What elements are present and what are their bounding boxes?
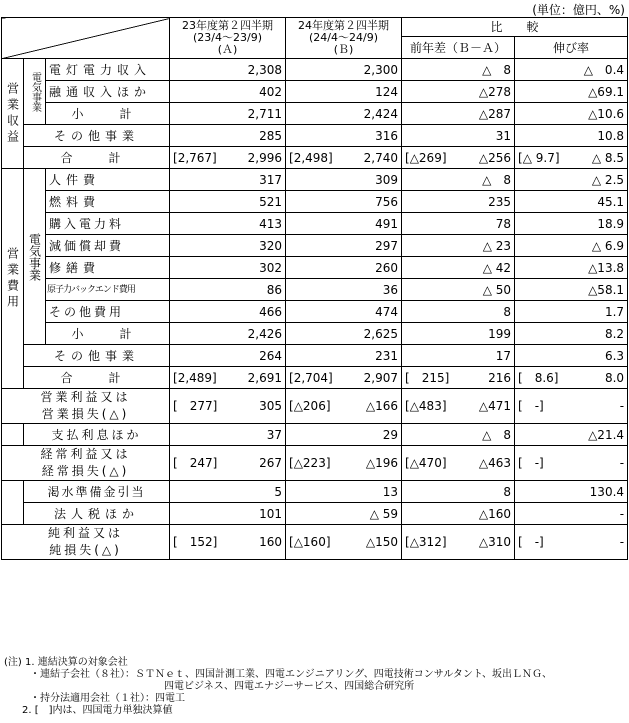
row-label: 法人税ほか xyxy=(24,503,170,525)
cell-b: 2,424 xyxy=(286,103,402,125)
cell-diff: △278 xyxy=(402,81,515,103)
row-label: その他事業 xyxy=(24,125,170,147)
row-label: その他事業 xyxy=(24,345,170,367)
cell-growth: [ -] - xyxy=(515,389,628,424)
row-label: 支払利息ほか xyxy=(24,424,170,446)
cell-growth: 18.9 xyxy=(515,213,628,235)
row-label: その他費用 xyxy=(46,301,170,323)
table-row xyxy=(2,81,628,103)
table-row xyxy=(2,525,628,560)
cell-a: 413 xyxy=(170,213,286,235)
note-5: 2. [ ]内は、四国電力単独決算値 xyxy=(22,705,173,716)
cell-a: 101 xyxy=(170,503,286,525)
table-row xyxy=(2,503,628,525)
table-row xyxy=(2,103,628,125)
table-row xyxy=(2,169,628,191)
table-row xyxy=(2,481,628,503)
cell-b: 124 xyxy=(286,81,402,103)
header-growth: 伸び率 xyxy=(515,37,628,59)
cell-b: 13 xyxy=(286,481,402,503)
note-4: ・持分法適用会社（１社）：四電工 xyxy=(30,693,185,704)
table-row xyxy=(2,235,628,257)
cell-b: [2,704] 2,907 xyxy=(286,367,402,389)
cell-growth: [ -] - xyxy=(515,446,628,481)
cell-a: 302 xyxy=(170,257,286,279)
cell-b: 309 xyxy=(286,169,402,191)
row-label: 小 計 xyxy=(46,103,170,125)
cell-a: 521 xyxy=(170,191,286,213)
table-row xyxy=(2,389,628,424)
cell-growth: 10.8 xyxy=(515,125,628,147)
cell-diff: [ 215] 216 xyxy=(402,367,515,389)
cell-a: [2,489] 2,691 xyxy=(170,367,286,389)
table-row xyxy=(2,323,628,345)
cell-a: 2,711 xyxy=(170,103,286,125)
cell-diff: 8 xyxy=(402,301,515,323)
cell-growth: 8.2 xyxy=(515,323,628,345)
cell-diff: 8 xyxy=(402,481,515,503)
note-3: 四電ビジネス、四電エナジーサービス、四国総合研究所 xyxy=(164,681,415,692)
cell-b: 316 xyxy=(286,125,402,147)
note-2: ・連結子会社（８社）：ＳＴＮｅｔ、四国計測工業、四電エンジニアリング、四電技術コンサルタント、坂出ＬＮＧ、 xyxy=(30,669,552,680)
row-label: 経常利益又は 経常損失(△) xyxy=(2,446,170,481)
cell-growth: 6.3 xyxy=(515,345,628,367)
cell-b: 29 xyxy=(286,424,402,446)
cell-diff: [△269] △256 xyxy=(402,147,515,169)
cell-growth: △58.1 xyxy=(515,279,628,301)
cell-growth: 1.7 xyxy=(515,301,628,323)
cell-diff: △ 8 xyxy=(402,424,515,446)
cell-a: 402 xyxy=(170,81,286,103)
cell-a: 2,426 xyxy=(170,323,286,345)
table-row xyxy=(2,301,628,323)
table-row xyxy=(2,446,628,481)
cell-diff: △ 42 xyxy=(402,257,515,279)
table-row xyxy=(2,279,628,301)
table-row xyxy=(2,424,628,446)
cell-growth: △69.1 xyxy=(515,81,628,103)
row-label: 原子力バックエンド費用 xyxy=(46,279,170,301)
row-label: 電灯電力収入 xyxy=(46,59,170,81)
cell-diff: 17 xyxy=(402,345,515,367)
cell-b: 474 xyxy=(286,301,402,323)
table-row xyxy=(2,191,628,213)
cell-growth: △13.8 xyxy=(515,257,628,279)
cell-a: [ 277] 305 xyxy=(170,389,286,424)
header-row xyxy=(2,18,628,37)
cell-diff: 199 xyxy=(402,323,515,345)
cell-growth: [ 8.6] 8.0 xyxy=(515,367,628,389)
header-col-b: 24年度第２四半期 (24/4～24/9) (Ｂ) xyxy=(286,18,402,59)
cell-growth: - xyxy=(515,503,628,525)
table-row xyxy=(2,213,628,235)
cell-diff: △ 8 xyxy=(402,169,515,191)
cell-a: [ 152] 160 xyxy=(170,525,286,560)
row-label: 小 計 xyxy=(46,323,170,345)
cell-growth: △ 2.5 xyxy=(515,169,628,191)
group-revenue: 営業収益 xyxy=(2,59,24,169)
cell-diff: △ 8 xyxy=(402,59,515,81)
cell-diff: 78 xyxy=(402,213,515,235)
cell-growth: △ 0.4 xyxy=(515,59,628,81)
cell-growth: △21.4 xyxy=(515,424,628,446)
row-label: 渇水準備金引当 xyxy=(24,481,170,503)
cell-growth: [△ 9.7] △ 8.5 xyxy=(515,147,628,169)
cell-a: 320 xyxy=(170,235,286,257)
cell-diff: [△312] △310 xyxy=(402,525,515,560)
cell-a: 264 xyxy=(170,345,286,367)
table-row xyxy=(2,345,628,367)
row-label: 純利益又は 純損失(△) xyxy=(2,525,170,560)
row-label: 合 計 xyxy=(24,147,170,169)
header-diff: 前年差（Ｂ－Ａ） xyxy=(402,37,515,59)
row-label: 融通収入ほか xyxy=(46,81,170,103)
header-compare: 比 較 xyxy=(402,18,628,37)
financial-table xyxy=(1,17,628,560)
header-col-a: 23年度第２四半期 (23/4～23/9) (Ａ) xyxy=(170,18,286,59)
cell-b: [△223] △196 xyxy=(286,446,402,481)
cell-b: △ 59 xyxy=(286,503,402,525)
header-corner xyxy=(2,18,170,59)
group-expense: 営業費用 xyxy=(2,169,24,389)
table-row xyxy=(2,257,628,279)
cell-b: 36 xyxy=(286,279,402,301)
row-label: 購入電力料 xyxy=(46,213,170,235)
group-electric-rev: 電気事業 xyxy=(24,59,46,125)
cell-a: 285 xyxy=(170,125,286,147)
row-label: 合 計 xyxy=(24,367,170,389)
unit-note: (単位：億円、%) xyxy=(532,3,625,17)
cell-a: 317 xyxy=(170,169,286,191)
cell-a: [ 247] 267 xyxy=(170,446,286,481)
cell-growth: △ 6.9 xyxy=(515,235,628,257)
row-label: 修繕費 xyxy=(46,257,170,279)
row-label: 減価償却費 xyxy=(46,235,170,257)
cell-b: 297 xyxy=(286,235,402,257)
cell-b: 231 xyxy=(286,345,402,367)
table-row xyxy=(2,59,628,81)
cell-b: 2,625 xyxy=(286,323,402,345)
cell-b: [2,498] 2,740 xyxy=(286,147,402,169)
cell-a: [2,767] 2,996 xyxy=(170,147,286,169)
group-electric-exp: 電気事業 xyxy=(24,169,46,345)
cell-growth: 45.1 xyxy=(515,191,628,213)
note-1: (注) 1. 連結決算の対象会社 xyxy=(4,657,128,668)
table-row xyxy=(2,367,628,389)
table-row xyxy=(2,125,628,147)
cell-b: 756 xyxy=(286,191,402,213)
cell-diff: △287 xyxy=(402,103,515,125)
cell-a: 466 xyxy=(170,301,286,323)
cell-diff: 235 xyxy=(402,191,515,213)
footnotes xyxy=(4,657,552,717)
cell-diff: △160 xyxy=(402,503,515,525)
cell-a: 86 xyxy=(170,279,286,301)
cell-b: [△206] △166 xyxy=(286,389,402,424)
cell-diff: △ 50 xyxy=(402,279,515,301)
cell-b: [△160] △150 xyxy=(286,525,402,560)
cell-a: 5 xyxy=(170,481,286,503)
cell-diff: 31 xyxy=(402,125,515,147)
cell-diff: [△470] △463 xyxy=(402,446,515,481)
cell-growth: △10.6 xyxy=(515,103,628,125)
cell-diff: △ 23 xyxy=(402,235,515,257)
cell-b: 491 xyxy=(286,213,402,235)
cell-a: 37 xyxy=(170,424,286,446)
row-label: 燃料費 xyxy=(46,191,170,213)
cell-b: 2,300 xyxy=(286,59,402,81)
cell-a: 2,308 xyxy=(170,59,286,81)
cell-growth: [ -] - xyxy=(515,525,628,560)
cell-b: 260 xyxy=(286,257,402,279)
row-label: 人件費 xyxy=(46,169,170,191)
cell-diff: [△483] △471 xyxy=(402,389,515,424)
row-label: 営業利益又は 営業損失(△) xyxy=(2,389,170,424)
table-row xyxy=(2,147,628,169)
cell-growth: 130.4 xyxy=(515,481,628,503)
